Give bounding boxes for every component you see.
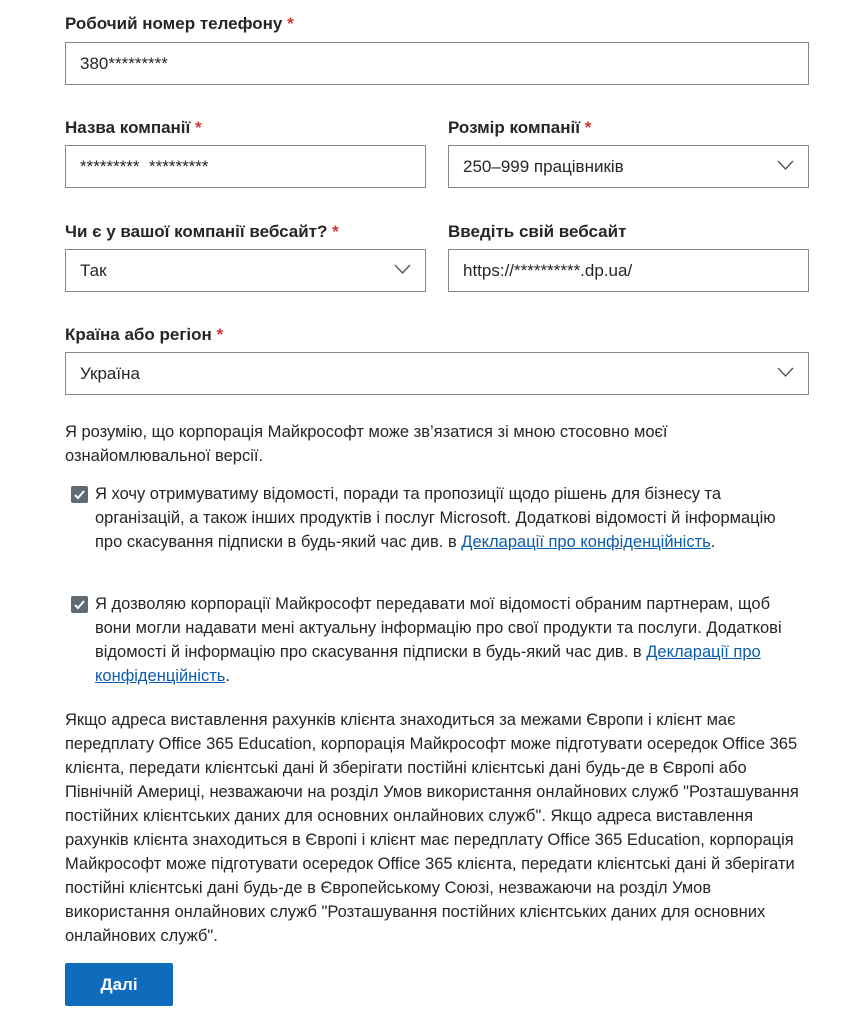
- privacy-link-2[interactable]: Декларації про конфіденційність: [95, 643, 761, 685]
- company-name-input[interactable]: [65, 145, 426, 188]
- checkmark-icon: [73, 598, 86, 611]
- marketing-checkbox-label: Я хочу отримуватиму відомості, поради та пропозиції щодо рішень для бізнесу та організацій, а також інших продуктів і послуг Microsoft. Додаткові відомості й інформацію про скасування підписки в будь-який час див. в Декларації про конфіденційність.: [95, 485, 776, 551]
- company-size-select[interactable]: [448, 145, 809, 188]
- phone-value: 380*********: [80, 53, 168, 73]
- privacy-link-1[interactable]: Декларації про конфіденційність: [461, 533, 711, 551]
- company-name-value: ********* *********: [80, 156, 209, 176]
- company-name-label: Назва компанії *: [65, 118, 202, 137]
- company-size-label: Розмір компанії *: [448, 118, 592, 137]
- checkmark-icon: [73, 488, 86, 501]
- data-residency-text: Якщо адреса виставлення рахунків клієнта знаходиться за межами Європи і клієнт має передплату Office 365 Education, корпорація Майкрософт може підготувати осередок Office 365 клієнта, передати клієнтські дані й зберігати постійні клієнтські дані будь-де в Європі або Північній Америці, незважаючи на розділ Умов використання онлайнових служб "Розташування постійних клієнтських даних для основних онлайнових служб". Якщо адреса виставлення рахунків клієнта знаходиться в Європі і клієнт має передплату Office 365 Education, корпорація Майкрософт може підготувати осередок Office 365 клієнта, передати клієнтські дані й зберігати постійні клієнтські дані будь-де в Європейському Союзі, незважаючи на розділ Умов використання онлайнових служб "Розташування постійних клієнтських даних для основних онлайнових служб".: [65, 711, 799, 945]
- country-value: Україна: [80, 363, 140, 383]
- chevron-down-icon: [777, 366, 794, 378]
- company-size-value: 250–999 працівників: [463, 156, 624, 176]
- website-input[interactable]: [448, 249, 809, 292]
- phone-input[interactable]: [65, 42, 809, 85]
- website-label: Введіть свій вебсайт: [448, 222, 627, 241]
- next-button[interactable]: Далі: [65, 963, 173, 1006]
- has-website-select[interactable]: [65, 249, 426, 292]
- partner-sharing-checkbox[interactable]: [71, 596, 88, 613]
- phone-label: Робочий номер телефону *: [65, 14, 294, 33]
- consent-text: Я розумію, що корпорація Майкрософт може зв’язатися зі мною стосовно моєї ознайомлювальної версії.: [65, 423, 668, 465]
- country-label: Країна або регіон *: [65, 325, 224, 344]
- has-website-value: Так: [80, 260, 107, 280]
- partner-sharing-checkbox-label: Я дозволяю корпорації Майкрософт передавати мої відомості обраним партнерам, щоб вони могли надавати мені актуальну інформацію про свої продукти та послуги. Додаткові відомості й інформацію про скасування підписки в будь-який час див. в Декларації про конфіденційність.: [95, 595, 782, 685]
- has-website-label: Чи є у вашої компанії вебсайт? *: [65, 222, 339, 241]
- marketing-checkbox[interactable]: [71, 486, 88, 503]
- website-value: https://**********.dp.ua/: [463, 260, 633, 280]
- country-select[interactable]: [65, 352, 809, 395]
- chevron-down-icon: [777, 159, 794, 171]
- chevron-down-icon: [394, 263, 411, 275]
